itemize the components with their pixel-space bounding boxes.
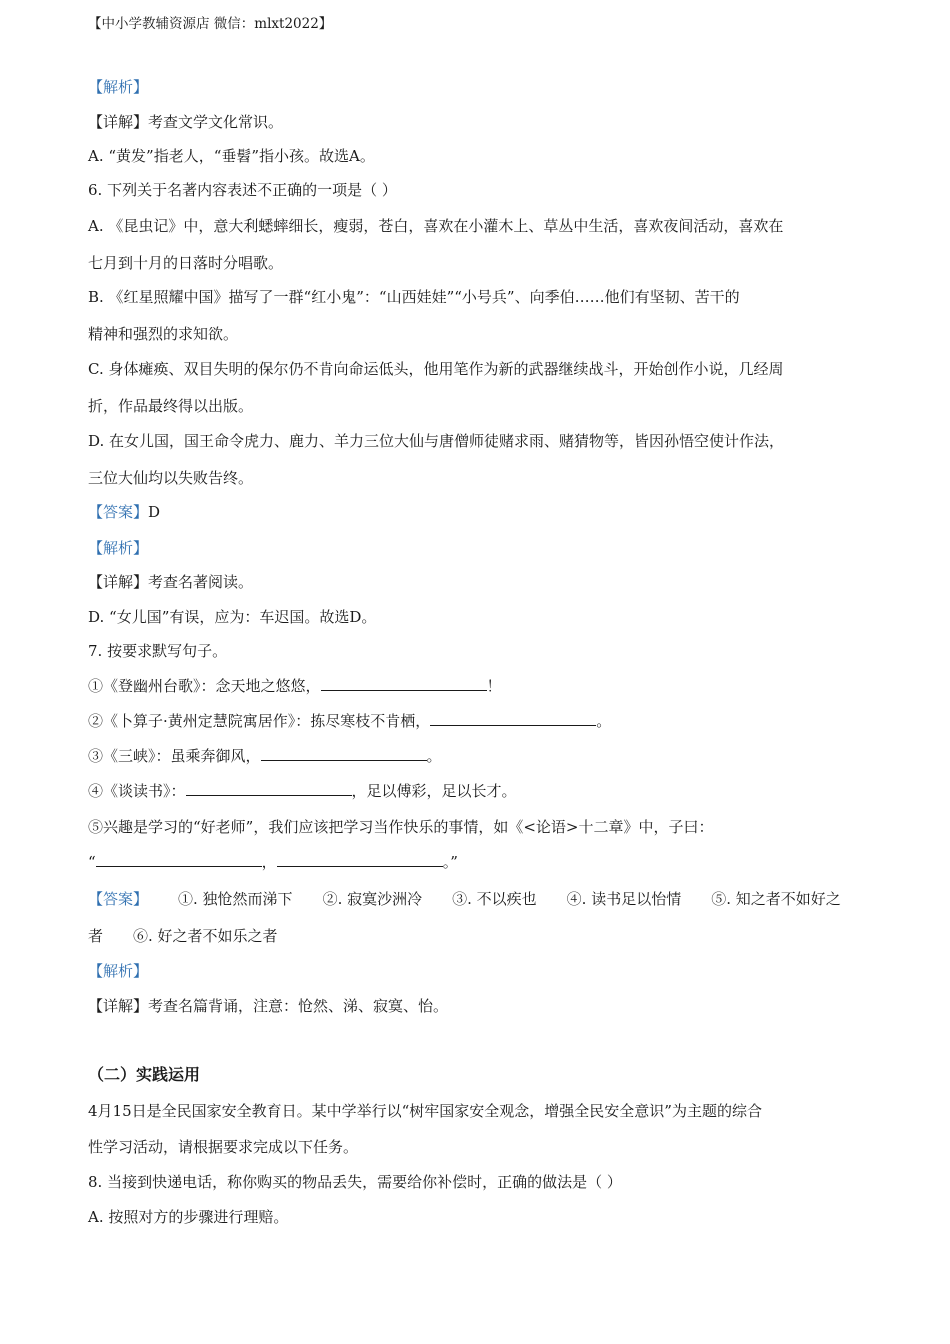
fill-blank xyxy=(261,746,427,761)
explain-text: D. “女儿国”有误，应为：车迟国。故选D。 xyxy=(88,608,377,626)
q7-sentence-5-blanks xyxy=(88,852,458,872)
fill-blank xyxy=(96,852,262,867)
answer-item: ③. 不以疾也 xyxy=(452,890,537,908)
sentence-text: 。 xyxy=(596,712,612,730)
detail-text: 【详解】考查文学文化常识。 xyxy=(88,113,284,131)
page-header: 【中小学教辅资源店 微信：mlxt2022】 xyxy=(88,16,333,32)
answer-tag: 【答案】 xyxy=(88,503,149,521)
question-6-stem: 6. 下列关于名著内容表述不正确的一项是（ ） xyxy=(88,181,397,199)
fill-blank xyxy=(277,852,443,867)
answer-cont: 者 xyxy=(88,927,104,945)
q6-option-c-line2: 折，作品最终得以出版。 xyxy=(88,397,254,415)
question-8-stem: 8. 当接到快递电话，称你购买的物品丢失，需要给你补偿时，正确的做法是（ ） xyxy=(88,1173,622,1191)
q7-sentence-4 xyxy=(88,781,517,801)
q6-option-c-line1: C. 身体瘫痪、双目失明的保尔仍不肯向命运低头，他用笔作为新的武器继续战斗，开始创作小说，几经周 xyxy=(88,360,784,378)
q6-answer xyxy=(88,502,160,522)
question-7-stem: 7. 按要求默写句子。 xyxy=(88,642,228,660)
q8-option-a: A. 按照对方的步骤进行理赔。 xyxy=(88,1208,289,1226)
section-title: （二）实践运用 xyxy=(88,1065,201,1084)
q7-answer xyxy=(88,889,841,909)
analysis-tag: 【解析】 xyxy=(88,539,149,557)
sentence-text: ③《三峡》：虽乘奔御风， xyxy=(88,747,261,765)
q6-option-a-line1: A. 《昆虫记》中，意大利蟋蟀细长，瘦弱，苍白，喜欢在小灌木上、草丛中生活，喜欢夜间活动，喜欢在 xyxy=(88,217,784,235)
fill-blank xyxy=(430,711,596,726)
answer-tag: 【答案】 xyxy=(88,890,149,908)
q7-sentence-5: ⑤兴趣是学习的“好老师”，我们应该把学习当作快乐的事情，如《<论语>十二章》中，子曰： xyxy=(88,818,714,836)
answer-value: D xyxy=(148,503,161,521)
sentence-text: ①《登幽州台歌》：念天地之悠悠， xyxy=(88,677,321,695)
sentence-text: 。” xyxy=(442,853,458,871)
q7-answer-cont xyxy=(88,926,278,946)
section-intro-line1: 4月15日是全民国家安全教育日。某中学举行以“树牢国家安全观念，增强全民安全意识”为主题的综合 xyxy=(88,1102,762,1120)
fill-blank xyxy=(321,676,487,691)
detail-text: 【详解】考查名著阅读。 xyxy=(88,573,254,591)
answer-item: ②. 寂寞沙洲冷 xyxy=(322,890,423,908)
sentence-text: ，足以傅彩，足以长才。 xyxy=(351,782,517,800)
q7-sentence-1 xyxy=(88,676,502,696)
q6-option-a-line2: 七月到十月的日落时分唱歌。 xyxy=(88,254,284,272)
q6-option-d-line2: 三位大仙均以失败告终。 xyxy=(88,469,254,487)
section-intro-line2: 性学习活动，请根据要求完成以下任务。 xyxy=(88,1138,359,1156)
q6-option-b-line2: 精神和强烈的求知欲。 xyxy=(88,325,239,343)
sentence-text: ④《谈读书》： xyxy=(88,782,186,800)
analysis-tag: 【解析】 xyxy=(88,78,149,96)
answer-item: ①. 独怆然而涕下 xyxy=(178,890,293,908)
answer-item: ⑥. 好之者不如乐之者 xyxy=(133,927,278,945)
sentence-text: 。 xyxy=(426,747,442,765)
sentence-text: “ xyxy=(88,853,96,871)
detail-text: 【详解】考查名篇背诵，注意：怆然、涕、寂寞、怡。 xyxy=(88,997,449,1015)
sentence-text: ！ xyxy=(486,677,502,695)
explain-text: A. “黄发”指老人，“垂髫”指小孩。故选A。 xyxy=(88,147,375,165)
fill-blank xyxy=(186,781,352,796)
answer-item: ⑤. 知之者不如好之 xyxy=(711,890,841,908)
sentence-text: ， xyxy=(261,853,277,871)
q6-option-d-line1: D. 在女儿国，国王命令虎力、鹿力、羊力三位大仙与唐僧师徒赌求雨、赌猜物等，皆因孙悟空使计作法， xyxy=(88,432,785,450)
analysis-tag: 【解析】 xyxy=(88,962,149,980)
q6-option-b-line1: B. 《红星照耀中国》描写了一群“红小鬼”：“山西娃娃”“小号兵”、向季伯……他们有坚韧、苦干的 xyxy=(88,288,740,306)
answer-item: ④. 读书足以怡情 xyxy=(566,890,682,908)
sentence-text: ②《卜算子·黄州定慧院寓居作》：拣尽寒枝不肯栖， xyxy=(88,712,431,730)
q7-sentence-2 xyxy=(88,711,611,731)
q7-sentence-3 xyxy=(88,746,442,766)
